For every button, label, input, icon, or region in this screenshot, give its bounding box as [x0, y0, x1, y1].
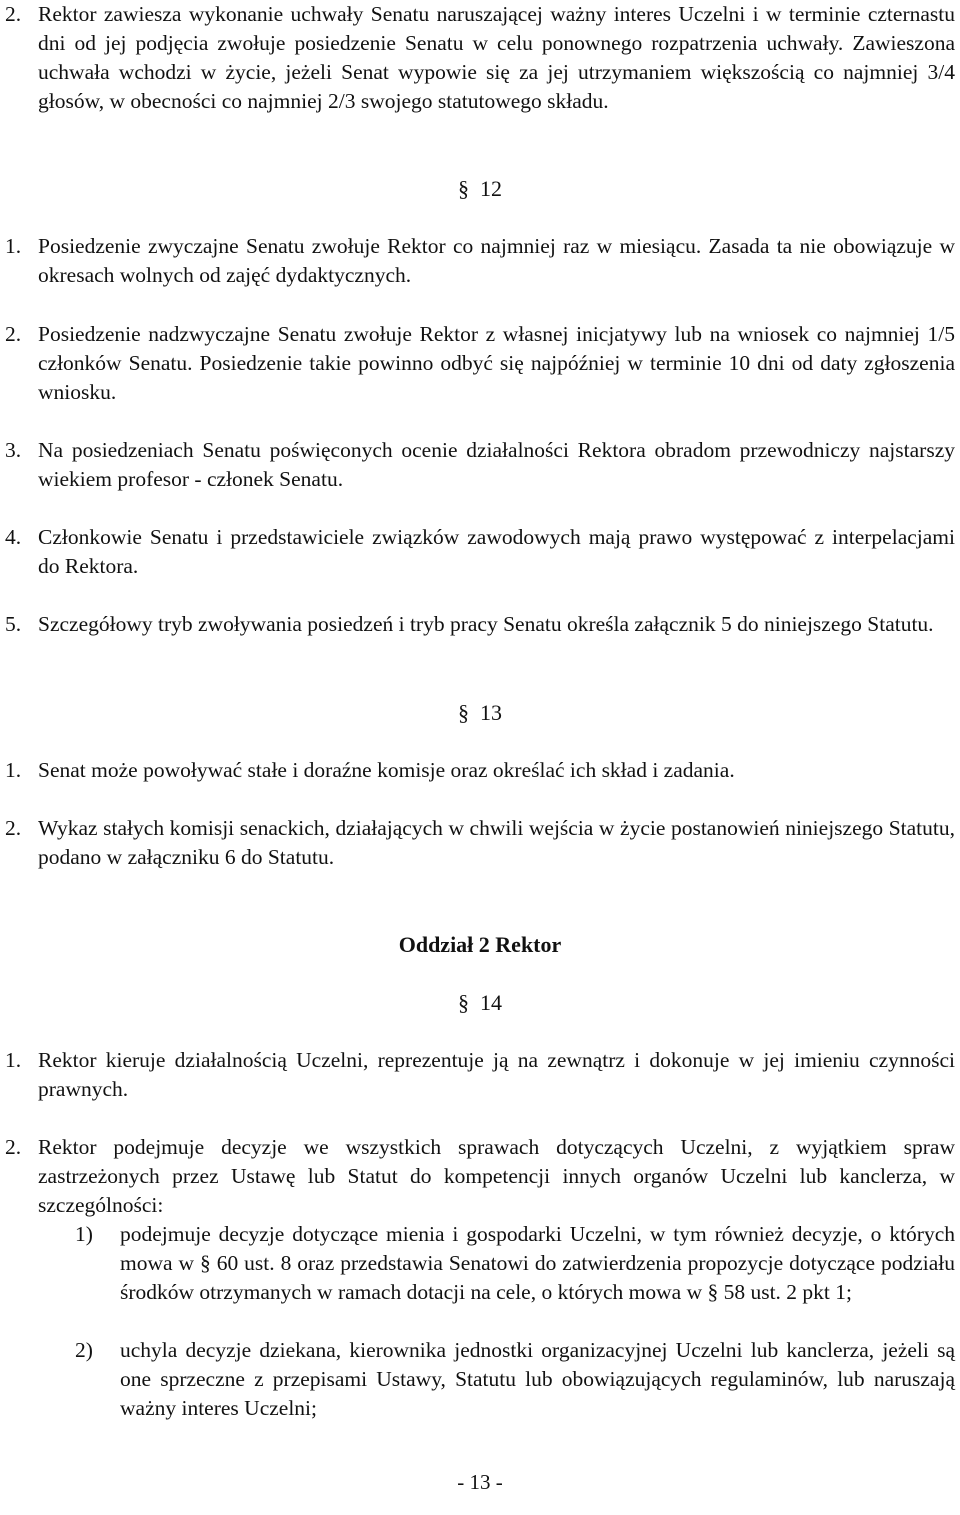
section-12-heading	[0, 174, 960, 203]
paragraph-text: Rektor kieruje działalnością Uczelni, reprezentuje ją na zewnątrz i dokonuje w jej imieniu czynności prawnych.	[38, 1048, 955, 1101]
section-number: 13	[480, 700, 502, 725]
s13-paragraph-2	[0, 814, 955, 872]
section-sign: §	[458, 176, 469, 201]
paragraph-number: 1.	[5, 234, 22, 258]
s12-paragraph-5	[0, 610, 955, 639]
paragraph-text: Rektor podejmuje decyzje we wszystkich sprawach dotyczących Uczelni, z wyjątkiem spraw zastrzeżonych przez Ustawę lub Statut do kompetencji innych organów Uczelni lub kanclerza, w szczególności:	[38, 1135, 955, 1217]
section-sign: §	[458, 700, 469, 725]
chapter-heading: Oddział 2 Rektor	[398, 932, 562, 957]
s14-list-item-1	[0, 1220, 955, 1307]
section-13-heading	[0, 698, 960, 727]
list-item-number: 2)	[75, 1338, 93, 1362]
paragraph-text: Posiedzenie zwyczajne Senatu zwołuje Rektor co najmniej raz w miesiącu. Zasada ta nie obowiązuje w okresach wolnych od zajęć dydaktycznych.	[38, 234, 955, 287]
s12-paragraph-3	[0, 436, 955, 494]
paragraph-number: 2.	[5, 1135, 22, 1159]
list-item-number: 1)	[75, 1222, 93, 1246]
s13-paragraph-1	[0, 756, 955, 785]
section-sign: §	[458, 990, 469, 1015]
paragraph-number: 1.	[5, 1048, 22, 1072]
paragraph-text: Senat może powoływać stałe i doraźne komisje oraz określać ich skład i zadania.	[38, 758, 735, 782]
list-item-text: podejmuje decyzje dotyczące mienia i gospodarki Uczelni, w tym również decyzje, o których mowa w § 60 ust. 8 oraz przedstawia Senatowi do zatwierdzenia propozycje dotyczące podziału środków otrzymanych w ramach dotacji na cele, o których mowa w § 58 ust. 2 pkt 1;	[120, 1222, 955, 1304]
paragraph-number: 2.	[5, 322, 22, 346]
s14-paragraph-1	[0, 1046, 955, 1104]
paragraph-text: Wykaz stałych komisji senackich, działających w chwili wejścia w życie postanowień niniejszego Statutu, podano w załączniku 6 do Statutu.	[38, 816, 955, 869]
paragraph-number: 2.	[5, 2, 22, 26]
section-number: 12	[480, 176, 502, 201]
paragraph-text: Rektor zawiesza wykonanie uchwały Senatu naruszającej ważny interes Uczelni i w terminie czternastu dni od jej podjęcia zwołuje posiedzenie Senatu w celu ponownego rozpatrzenia uchwały. Zawieszona uchwała wchodzi w życie, jeżeli Senat wypowie się za jej utrzymaniem większością co najmniej 3/4 głosów, w obecności co najmniej 2/3 swojego statutowego składu.	[38, 2, 955, 113]
s12-paragraph-1	[0, 232, 955, 290]
paragraph-text: Szczegółowy tryb zwoływania posiedzeń i tryb pracy Senatu określa załącznik 5 do niniejszego Statutu.	[38, 612, 934, 636]
paragraph-text: Posiedzenie nadzwyczajne Senatu zwołuje Rektor z własnej inicjatywy lub na wniosek co najmniej 1/5 członków Senatu. Posiedzenie takie powinno odbyć się najpóźniej w terminie 10 dni od daty zgłoszenia wniosku.	[38, 322, 955, 404]
paragraph-text: Na posiedzeniach Senatu poświęconych ocenie działalności Rektora obradom przewodniczy najstarszy wiekiem profesor - członek Senatu.	[38, 438, 955, 491]
s12-paragraph-2	[0, 320, 955, 407]
paragraph-number: 5.	[5, 612, 22, 636]
list-item-text: uchyla decyzje dziekana, kierownika jednostki organizacyjnej Uczelni lub kanclerza, jeżeli są one sprzeczne z przepisami Ustawy, Statutu lub obowiązujących regulaminów, lub naruszają ważny interes Uczelni;	[120, 1338, 955, 1420]
s12-paragraph-4	[0, 523, 955, 581]
paragraph-number: 1.	[5, 758, 22, 782]
paragraph-text: Członkowie Senatu i przedstawiciele związków zawodowych mają prawo występować z interpelacjami do Rektora.	[38, 525, 955, 578]
s14-paragraph-2	[0, 1133, 955, 1220]
page-number: - 13 -	[457, 1470, 503, 1494]
section-14-heading	[0, 988, 960, 1017]
paragraph-number: 4.	[5, 525, 22, 549]
paragraph-2-rector-suspension	[0, 0, 955, 116]
section-number: 14	[480, 990, 502, 1015]
s14-list-item-2	[0, 1336, 955, 1423]
paragraph-number: 2.	[5, 816, 22, 840]
paragraph-number: 3.	[5, 438, 22, 462]
